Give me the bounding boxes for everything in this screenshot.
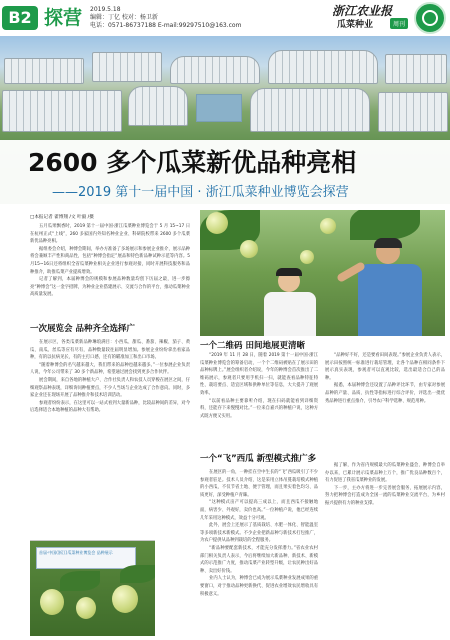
article-column-1b bbox=[30, 320, 190, 538]
edition-date: 2019.5.18 bbox=[90, 6, 121, 13]
paragraph: 此外，展会上还展示了基质栽培、水肥一体化、智能温室等多项新技术新模式。不少企业把新品种与新技术打包推广，为农户提供从品种到栽培的全程服务。 bbox=[200, 523, 318, 544]
paragraph: 五月瓜果飘香时，2019 第十一届中国·浙江瓜菜种业博览会于 5 月 15~17 日在杭州正式“上线”，260 多家国内外知名种业企业、科研院校带来 2600 多个瓜菜新优品种亮相。 bbox=[30, 224, 190, 245]
article-column-2 bbox=[200, 352, 318, 450]
article-byline: □本报记者 翟博翔 /文 叶毅 /摄 bbox=[30, 215, 94, 220]
paragraph: “这种模式亩产可以提高三成以上，而且西瓜不接触地面，病害少、外观好，卖价也高。”一位种植户说，他已经连续几年采用这种模式，效益十分可观。 bbox=[200, 500, 318, 521]
article-column-3b bbox=[325, 462, 445, 636]
photo-caption-qrcode: 一个二维码 田间地展更清晰 bbox=[200, 341, 305, 351]
masthead-tag: 周刊 bbox=[390, 18, 408, 29]
article-subheadline: ——2019 第十一届中国 · 浙江瓜菜种业博览会探营 bbox=[52, 185, 349, 200]
paragraph: 在展示区，各类瓜菜新品种琳琅满目：小西瓜、甜瓜、番茄、辣椒、茄子、黄瓜、南瓜、丝瓜等应有尽有，品种数量较往届明显增加。参展企业纷纷拿出看家品种，有的以抗病见长，有的主打口感，还有的瞄准加工和出口市场。 bbox=[30, 340, 190, 361]
photo-farmers-melons bbox=[200, 210, 445, 336]
paragraph: 据组委会介绍，种博会期间，举办方准备了多场展示和参展企业推介，展示品种将会兼顾丰产性和商品性，包括“种博会指定”展品和特色新品种试种示范等内容。5月15~16日还将组织全省瓜菜种业相关企业进行参观对接，同时开展科技服务和品种推介，助推瓜菜产业提质增效。 bbox=[30, 246, 190, 275]
page-header bbox=[0, 0, 450, 36]
paragraph: “以前看品种主要靠听介绍，现在扫码就能看到详细资料，还能存下来慢慢对比。”一位来自嘉兴的种植户说，这种方式既方便又实用。 bbox=[200, 398, 318, 419]
page-number-badge: B2 bbox=[2, 6, 38, 30]
paragraph: “2019 年 11 月 28 日，随着 2019 第十一届中国·浙江瓜菜种业博览会的筹备启动，一个个二维码被贴在了展示田的品种标牌上。”展会组织者介绍说，今年的种博会首次推出了二维码展示，参观者只要用手机扫一扫，就能查看品种特征特性、栽培要点、适宜区域和供种单位等信息，大大提升了观展效率。 bbox=[200, 353, 318, 396]
paragraph: 展会期间，来自各地的种植大户、合作社负责人和农技人员穿梭在展区之间，仔细观察品种表现，详细询问种植要点，不少人当场与企业达成了合作意向。同时，多家企业还在现场开展了品种推介和技术培训活动。 bbox=[30, 377, 190, 399]
photo-hanging-melons bbox=[30, 540, 155, 636]
paragraph: “随着种博会的名气越来越大，我们带来的品种也越来越多。”一位参展企业负责人说，今年公司带来了 30 多个新品种，希望通过展会找到更多合作伙伴。 bbox=[30, 362, 190, 376]
masthead-subtitle: 瓜菜种业 bbox=[337, 20, 374, 30]
paragraph: “新品种要配套新技术，才能充分发挥潜力。”省农业农村部门相关负责人表示，今后将继续加大新品种、新技术、新模式的示范推广力度，推动瓜菜产业转型升级，让农民种出好品种、卖出好价钱。 bbox=[200, 545, 318, 574]
paragraph: 业内人士认为，种博会已成为展示瓜菜种业发展成果的重要窗口，对于推动品种更新换代、促进农业增效农民增收具有积极意义。 bbox=[200, 576, 318, 597]
newspaper-logo-icon bbox=[414, 2, 446, 34]
paragraph: “品种好不好，还是要看田间表现。”参展企业负责人表示，展示田按照统一标准进行栽培管理，让各个品种在相同条件下展示真实表现，参观者可以直观比较，选出最适合自己的品种。 bbox=[325, 353, 445, 381]
paragraph: 在展区的一角，一种挂在空中生长的“飞”西瓜吸引了不少参观者驻足。技术人员介绍，这是采用立体吊蔓栽培模式种植的小西瓜，不仅节省土地、便于管理，而且果实着色均匀、品质更好，深受种植户青睐。 bbox=[200, 470, 318, 498]
masthead-name: 浙江农业报 bbox=[332, 4, 393, 18]
paragraph: 据了解，作为省内规模最大的瓜菜种业盛会，种博会自举办以来，已累计展示瓜菜品种上万个，推广优良品种数百个，有力促进了我省瓜菜种业的发展。 bbox=[325, 463, 445, 484]
edition-info bbox=[90, 6, 241, 30]
subheading-exhibition: 一次展览会 品种齐全选择广 bbox=[30, 324, 135, 334]
subheading-flying-watermelon: 一个“飞”西瓜 新型模式推广多 bbox=[200, 454, 317, 464]
edition-contact: 电话：0571-86737188 E-mail:99297510@163.com bbox=[90, 22, 242, 29]
article-column-1 bbox=[30, 214, 190, 320]
paragraph: 记者了解到，本届种博会的规模和参展品种数量均创下历届之最，进一步擦亮“种博会”这一金字招牌，为种业企业搭建展示、交流与合作的平台，推动瓜菜种业高质量发展。 bbox=[30, 277, 190, 298]
paragraph: 据悉，本届种博会还设置了品种评比环节，由专家对参展品种的产量、品质、抗性等指标进行综合评价，评选出一批优秀品种进行重点推介，引导农户科学选种、规范用种。 bbox=[325, 383, 445, 404]
article-column-2b bbox=[200, 450, 318, 636]
exhibition-sign: 首届·中国(浙江)瓜菜种业博览会 品种展示 bbox=[36, 547, 136, 569]
article-column-3 bbox=[325, 352, 445, 450]
paragraph: 下一步，主办方将进一步完善展会服务，拓展展示内容，努力把种博会打造成为全国一流的瓜菜种业交流平台，为乡村振兴提供有力的种业支撑。 bbox=[325, 485, 445, 506]
section-title: 探营 bbox=[44, 7, 83, 29]
edition-editor: 编辑：丁亿 校对：杨卫新 bbox=[90, 14, 158, 21]
article-headline: 2600 多个瓜菜新优品种亮相 bbox=[28, 148, 357, 177]
paragraph: 参观者纷纷表示，在这里可以一站式看到大量新品种，比较品种间的差异，对今后选择适合本地种植的品种大有帮助。 bbox=[30, 400, 190, 414]
